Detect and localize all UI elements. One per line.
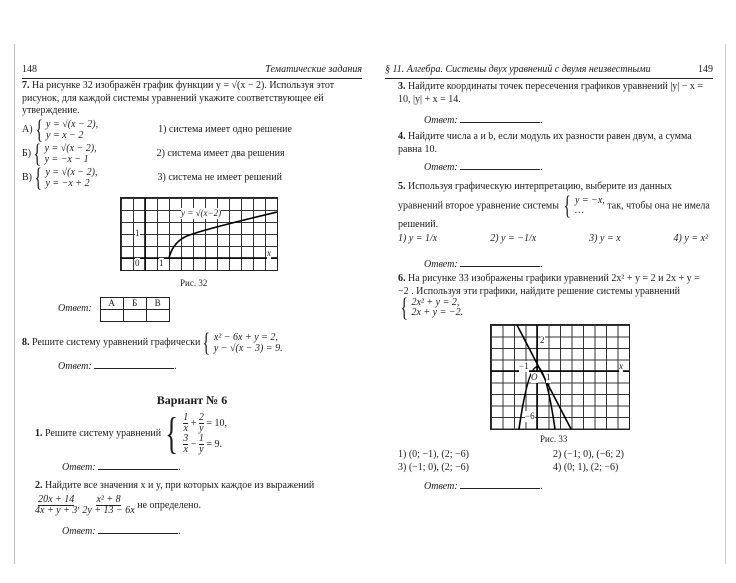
task-3-answer: Ответ: . [424, 115, 543, 126]
equation: 2x + y = −2. [411, 307, 464, 318]
task-text: Решите систему уравнений [45, 427, 162, 439]
equation: y − √(x − 3) = 9. [213, 343, 283, 354]
system-label: В) [22, 171, 32, 183]
variant-task-2-answer: Ответ: . [62, 526, 181, 537]
task-7-answer [58, 297, 170, 322]
task-number: 4. [398, 131, 406, 142]
option: 4) (0; 1), (2; −6) [553, 461, 619, 473]
task-text: так, чтобы она не имела решений. [398, 200, 710, 230]
answer-line[interactable] [460, 161, 540, 170]
answer-label: Ответ: [424, 259, 458, 270]
option: 4) y = x² [673, 233, 708, 244]
tick-label: 0 [135, 258, 140, 268]
task-7 [22, 80, 362, 118]
table-header: В [146, 298, 169, 310]
answer-label: Ответ: [62, 526, 96, 537]
system-label: Б) [22, 147, 32, 159]
system-c [22, 163, 362, 192]
task-number: 2. [35, 480, 43, 491]
task-number: 5. [398, 181, 406, 192]
answer-line[interactable] [460, 480, 540, 489]
option: 1) (0; −1), (2; −6) [398, 449, 469, 460]
answer-line[interactable] [98, 525, 178, 534]
equation: y = −x, [574, 195, 605, 206]
rhs: = 9. [206, 438, 223, 450]
equation: y = −x + 2 [45, 178, 90, 189]
tick-label: 1 [159, 258, 164, 268]
option: 2) (−1; 0), (−6; 2) [553, 449, 624, 460]
equation: x² − 6x + y = 2, [213, 332, 278, 343]
task-8-answer: Ответ: . [58, 361, 177, 372]
task-text: Найдите все значения x и y, при которых каждое из выражений [45, 480, 315, 491]
answer-label: Ответ: [62, 462, 96, 473]
task-6-answer: Ответ: . [424, 481, 543, 492]
answer-cell[interactable] [100, 310, 123, 322]
rhs: = 10, [206, 417, 228, 429]
task-4 [398, 131, 710, 156]
option: 2) y = −1/x [490, 233, 537, 244]
task-number: 1. [35, 427, 43, 439]
answer-label: Ответ: [58, 361, 92, 372]
task-text: Используя графическую интерпретацию, выберите из данных уравнений второе уравнение системы [398, 181, 672, 212]
answer-line[interactable] [460, 114, 540, 123]
task-text: На рисунке 32 изображён график функции y = √(x − 2). Используя этот рисунок, для каждой системы уравнений укажите соответствующее ей утверждение. [22, 80, 335, 116]
answer-label: Ответ: [424, 115, 458, 126]
tick-label: 1 [546, 372, 551, 382]
task-number: 7. [22, 80, 30, 91]
figure-33-grid [490, 324, 630, 430]
task-7-systems [22, 115, 362, 192]
brace: { [202, 328, 211, 357]
task-8 [22, 328, 283, 357]
table-header: Б [123, 298, 146, 310]
task-number: 6. [398, 273, 406, 284]
option: 2) система имеет два решения [156, 147, 285, 159]
answer-label: Ответ: [424, 481, 458, 492]
answer-label: Ответ: [424, 162, 458, 173]
running-title: Тематические задания [265, 64, 362, 75]
figure-32-grid [120, 197, 278, 271]
origin-label: O [531, 372, 538, 382]
running-title: § 11. Алгебра. Системы двух уравнений с двумя неизвестными [385, 64, 651, 75]
figure-caption: Рис. 32 [180, 278, 208, 288]
variant-task-2: 2. Найдите все значения x и y, при которых каждое из выражений $\frac{20x + 14}{4x + y + 3}$ , $\frac{\text{x² + 8}}{2y + 13 - 6x}$ не определено. [35, 480, 315, 516]
system-b [22, 139, 362, 168]
equation: 2x² + y = 2, [411, 297, 460, 308]
task-5-options [398, 233, 708, 246]
task-text: Найдите числа a и b, если модуль их разности равен двум, а сумма равна 10. [398, 131, 692, 155]
parabola-line-graph [491, 325, 629, 429]
brace: { [35, 115, 43, 144]
option: 1) система имеет одно решение [158, 123, 292, 135]
equation: y = √(x − 2), [46, 119, 99, 130]
denominator: 4x + y + 3 [35, 504, 78, 516]
denominator: y [199, 444, 204, 455]
numerator: 1 [198, 433, 204, 444]
equation-1: $\frac{1}{x}$ + $\frac{2}{y}$ = 10, [183, 412, 228, 434]
tick-label: 2 [540, 335, 545, 345]
variant-task-1-answer: Ответ: . [62, 462, 181, 473]
task-5 [398, 178, 710, 234]
numerator: 20x + 14 [38, 493, 75, 505]
denominator: x [183, 423, 188, 434]
answer-cell[interactable] [146, 310, 169, 322]
answer-table [100, 297, 170, 322]
equation: y = x − 2 [46, 130, 84, 141]
task-6 [398, 273, 710, 322]
option: 1) y = 1/x [398, 233, 438, 244]
brace: { [34, 163, 42, 192]
equation: y = √(x − 2), [45, 167, 98, 178]
axis-label: x [619, 361, 623, 371]
page-number: 148 [22, 64, 37, 75]
system-label: А) [22, 123, 33, 135]
task-number: 3. [398, 81, 406, 92]
graph-label: y = √(x−2) [181, 208, 222, 218]
tick-label: 1 [135, 228, 140, 238]
answer-line[interactable] [460, 258, 540, 267]
task-5-answer: Ответ: . [424, 259, 543, 270]
figure-caption: Рис. 33 [540, 434, 568, 444]
system-a [22, 115, 362, 144]
option: 3) (−1; 0), (2; −6) [398, 461, 469, 473]
denominator: y [199, 423, 204, 434]
equation: … [574, 205, 584, 216]
task-text: Решите систему уравнений графически [32, 336, 201, 348]
equation: y = −x − 1 [44, 154, 89, 165]
numerator: 1 [183, 412, 189, 423]
task-text: Найдите координаты точек пересечения графиков уравнений |y| − x = 10, |y| + x = 14. [398, 81, 704, 105]
variant-task-1 [35, 409, 228, 458]
task-6-options [398, 449, 708, 474]
task-text: не определено. [137, 499, 202, 511]
table-header: А [100, 298, 123, 310]
numerator: 2 [198, 412, 204, 423]
tick-label: −6 [525, 411, 535, 421]
axis-label: x [267, 248, 271, 258]
page-number: 149 [698, 64, 713, 75]
answer-label: Ответ: [58, 303, 92, 315]
brace: { [33, 139, 42, 168]
brace: { [563, 191, 572, 220]
option: 3) y = x [589, 233, 621, 244]
equation-2: $\frac{3}{x}$ − $\frac{1}{y}$ = 9. [183, 433, 223, 455]
option: 3) система не имеет решений [157, 171, 282, 183]
numerator: x² + 8 [96, 493, 121, 505]
task-3 [398, 81, 708, 106]
left-header [22, 64, 362, 79]
answer-line[interactable] [94, 360, 174, 369]
equation: y = √(x − 2), [44, 143, 97, 154]
right-header [385, 64, 713, 79]
answer-line[interactable] [98, 461, 178, 470]
task-4-answer: Ответ: . [424, 162, 543, 173]
variant-title: Вариант № 6 [156, 393, 228, 407]
answer-cell[interactable] [123, 310, 146, 322]
brace: { [165, 409, 179, 458]
denominator: x [183, 444, 188, 455]
numerator: 3 [183, 433, 189, 444]
brace: { [400, 293, 408, 322]
tick-label: −1 [519, 361, 529, 371]
task-text: На рисунке 33 изображены графики уравнений 2x² + y = 2 и 2x + y = −2 . Используя эти графики, найдите решение системы уравнений [398, 273, 700, 297]
task-number: 8. [22, 336, 30, 348]
denominator: 2y + 13 − 6x [82, 504, 135, 516]
